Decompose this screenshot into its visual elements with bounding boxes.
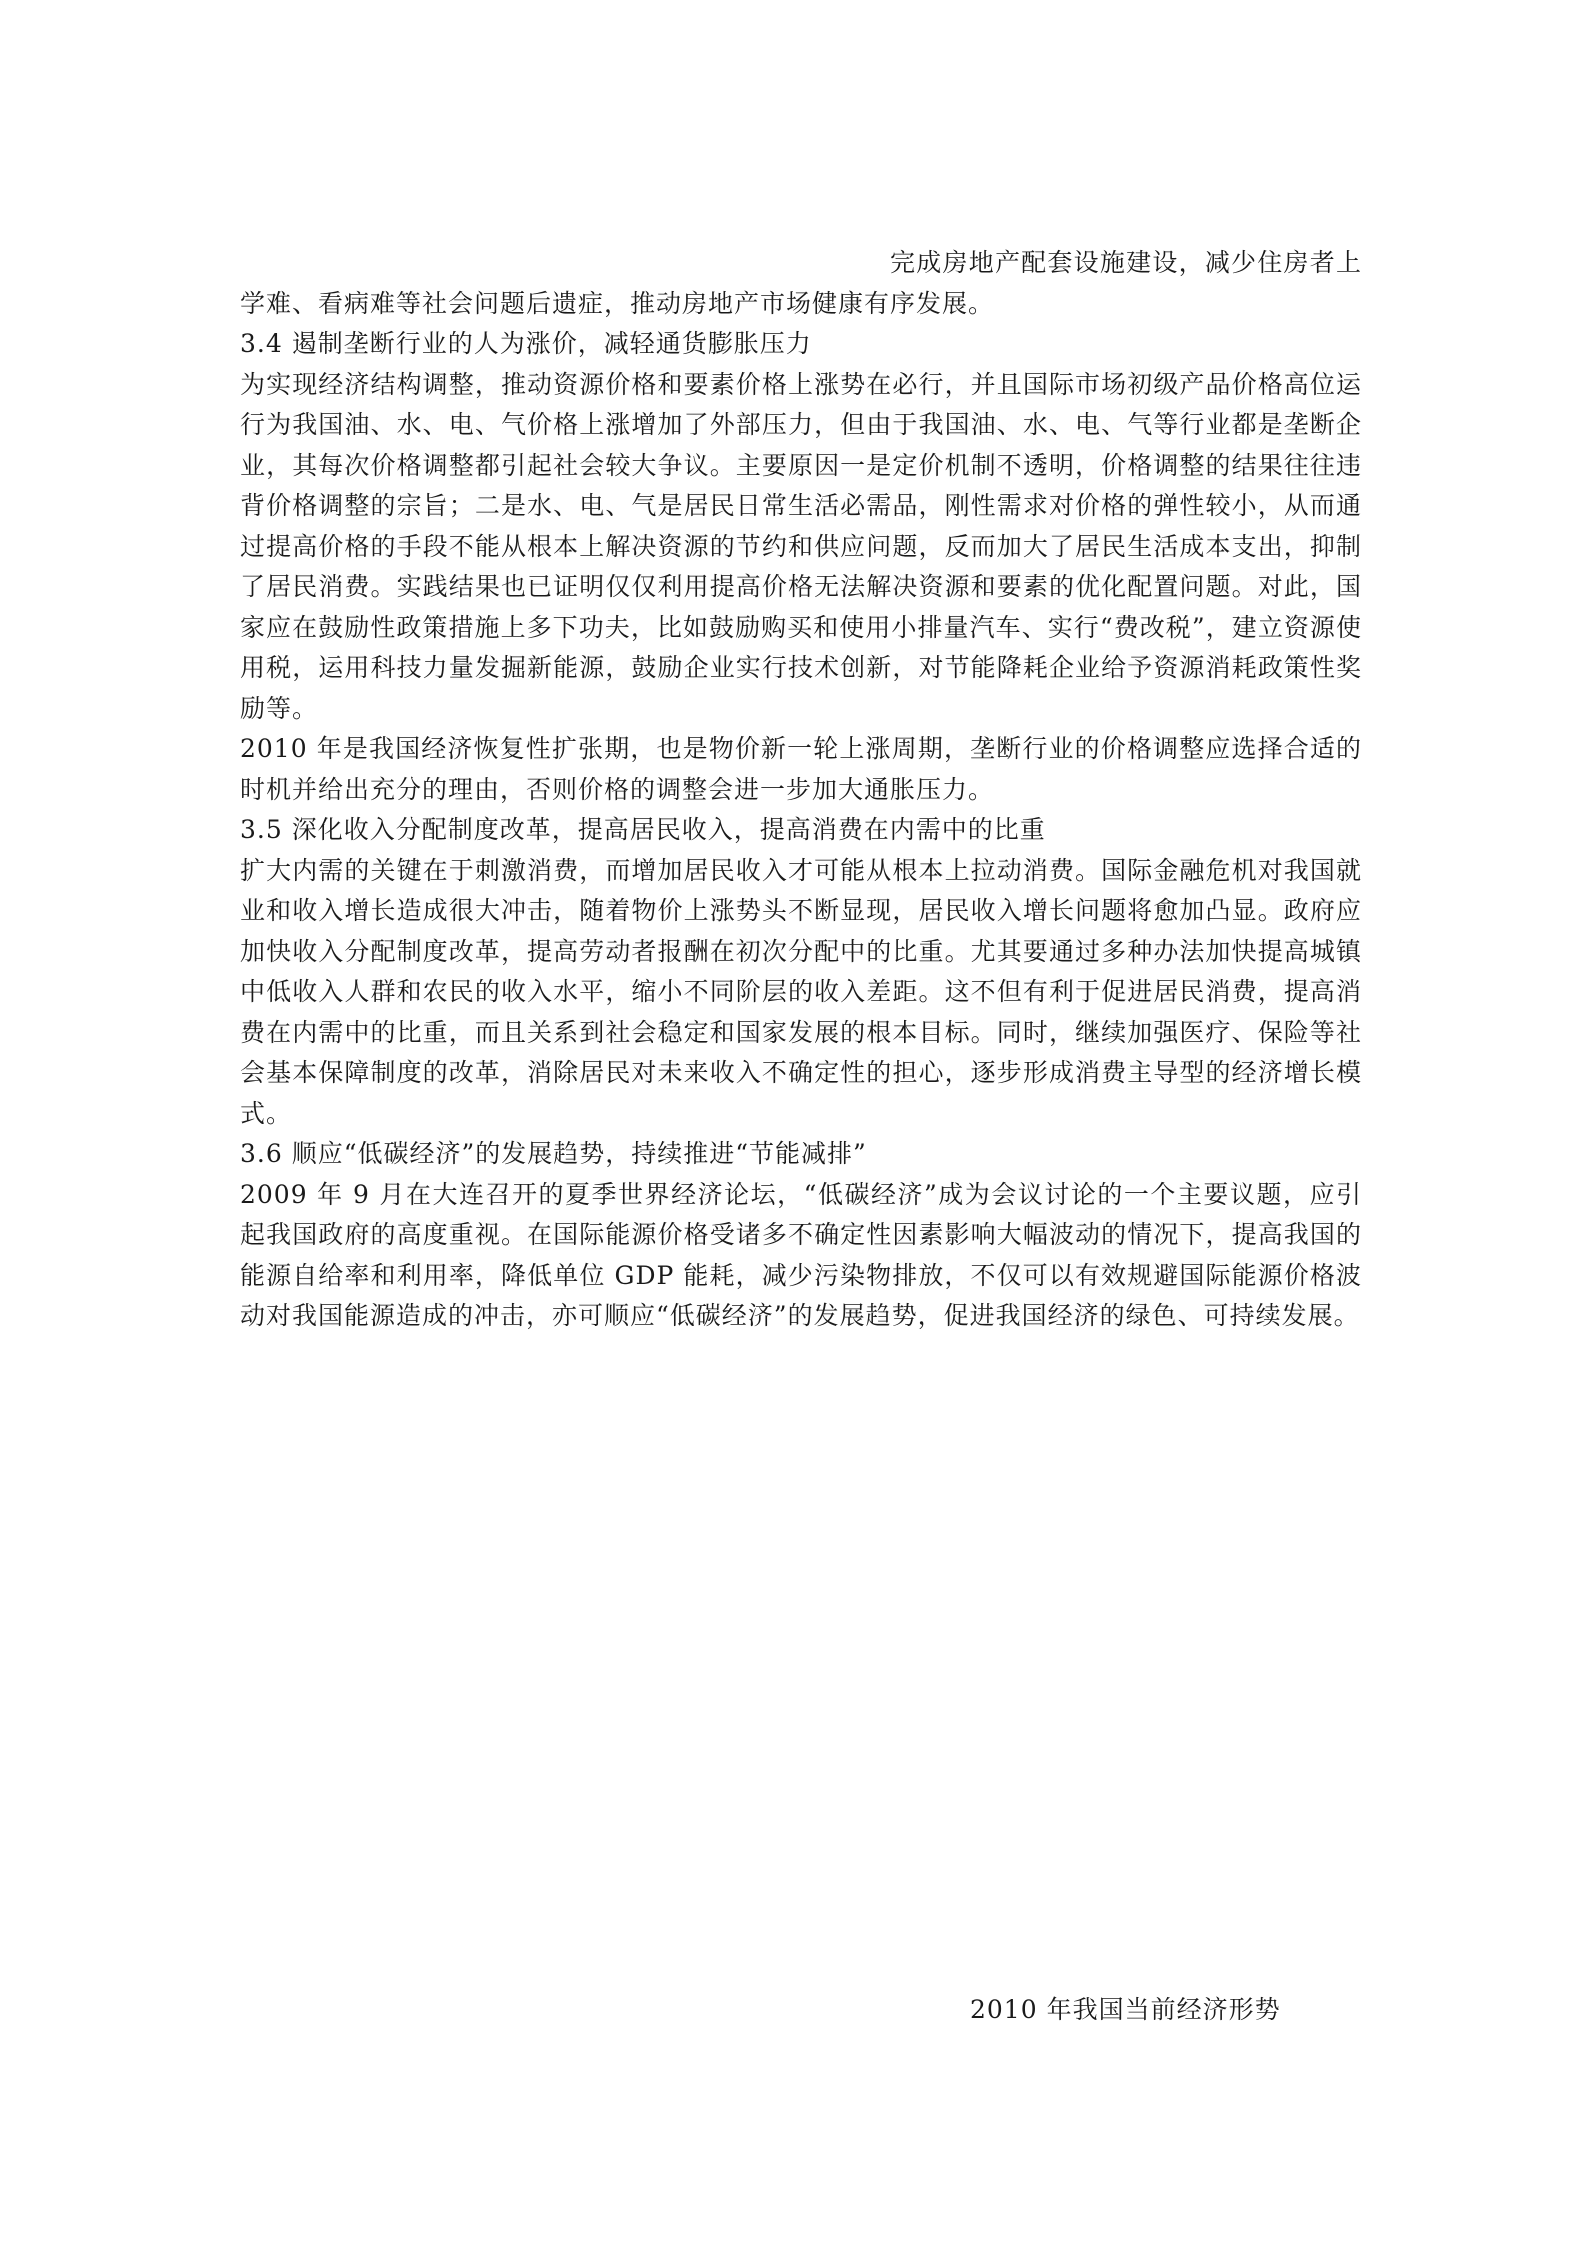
section-3-4-paragraph-1: 为实现经济结构调整，推动资源价格和要素价格上涨势在必行，并且国际市场初级产品价格高位运行为我国油、水、电、气价格上涨增加了外部压力，但由于我国油、水、电、气等行业都是垄断企业，其每次价格调整都引起社会较大争议。主要原因一是定价机制不透明，价格调整的结果往往违背价格调整的宗旨；二是水、电、气是居民日常生活必需品，刚性需求对价格的弹性较小，从而通过提高价格的手段不能从根本上解决资源的节约和供应问题，反而加大了居民生活成本支出，抑制了居民消费。实践结果也已证明仅仅利用提高价格无法解决资源和要素的优化配置问题。对此，国家应在鼓励性政策措施上多下功夫，比如鼓励购买和使用小排量汽车、实行“费改税”，建立资源使用税，运用科技力量发掘新能源，鼓励企业实行技术创新，对节能降耗企业给予资源消耗政策性奖励等。 [240,369,1362,723]
document-body [240,243,1362,1337]
section-3-6-heading: 3.6 顺应“低碳经济”的发展趋势，持续推进“节能减排” [240,1139,867,1168]
section-3-6-paragraph-1: 2009 年 9 月在大连召开的夏季世界经济论坛，“低碳经济”成为会议讨论的一个主要议题，应引起我国政府的高度重视。在国际能源价格受诸多不确定性因素影响大幅波动的情况下，提高我国的能源自给率和利用率，降低单位 GDP 能耗，减少污染物排放，不仅可以有效规避国际能源价格波动对我国能源造成的冲击，亦可顺应“低碳经济”的发展趋势，促进我国经济的绿色、可持续发展。 [240,1179,1362,1330]
section-3-5-paragraph-1: 扩大内需的关键在于刺激消费，而增加居民收入才可能从根本上拉动消费。国际金融危机对我国就业和收入增长造成很大冲击，随着物价上涨势头不断显现，居民收入增长问题将愈加凸显。政府应加快收入分配制度改革，提高劳动者报酬在初次分配中的比重。尤其要通过多种办法加快提高城镇中低收入人群和农民的收入水平，缩小不同阶层的收入差距。这不但有利于促进居民消费，提高消费在内需中的比重，而且关系到社会稳定和国家发展的根本目标。同时，继续加强医疗、保险等社会基本保障制度的改革，消除居民对未来收入不确定性的担心，逐步形成消费主导型的经济增长模式。 [240,855,1362,1128]
section-3-4-heading: 3.4 遏制垄断行业的人为涨价，减轻通货膨胀压力 [240,329,812,358]
page-footer: 2010 年我国当前经济形势 [970,1995,1281,2024]
section-3-4-paragraph-2: 2010 年是我国经济恢复性扩张期，也是物价新一轮上涨周期，垄断行业的价格调整应选择合适的时机并给出充分的理由，否则价格的调整会进一步加大通胀压力。 [240,734,1362,804]
continuation-paragraph: 完成房地产配套设施建设，减少住房者上学难、看病难等社会问题后遗症，推动房地产市场健康有序发展。 [240,248,1362,318]
section-3-5-heading: 3.5 深化收入分配制度改革，提高居民收入，提高消费在内需中的比重 [240,815,1046,844]
